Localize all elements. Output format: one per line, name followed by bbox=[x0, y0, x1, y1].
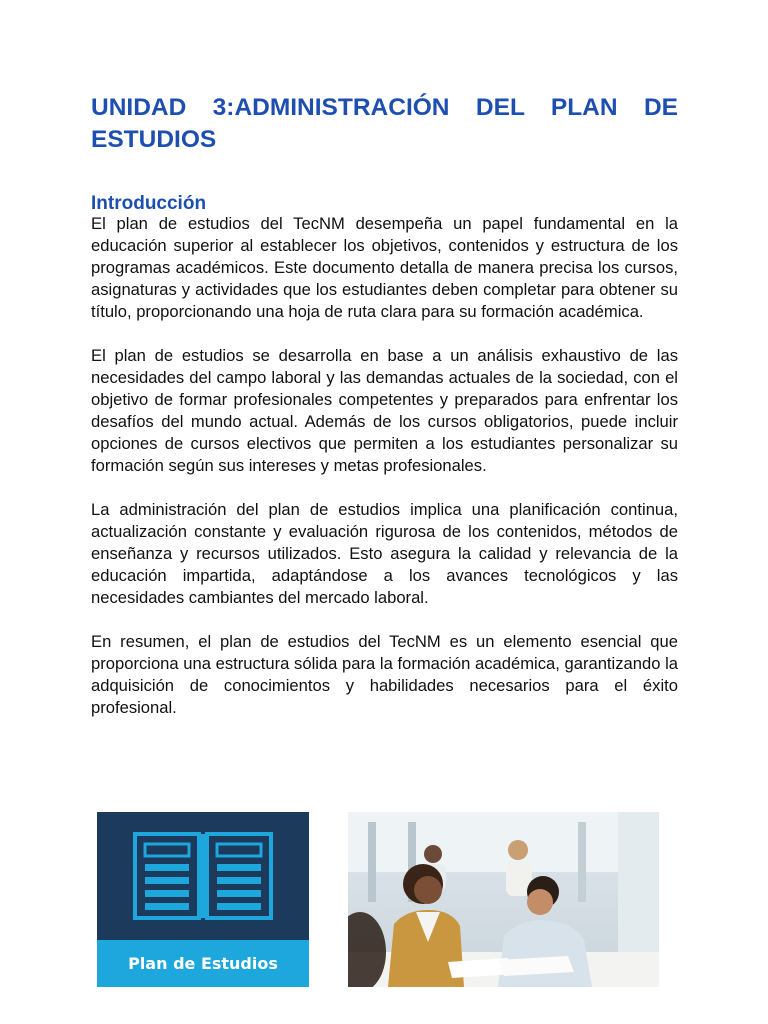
students-photo-illustration bbox=[348, 812, 659, 987]
paragraph: El plan de estudios se desarrolla en base a un análisis exhaustivo de las necesidades del campo laboral y las demandas actuales de la sociedad, con el objetivo de formar profesionales competentes y preparados para enfrentar los desafíos del mundo actual. Además de los cursos obligatorios, puede incluir opciones de cursos electivos que permiten a los estudiantes personalizar su formación según sus intereses y metas profesionales. bbox=[91, 346, 678, 475]
plan-card-label: Plan de Estudios bbox=[128, 954, 278, 973]
paragraph: En resumen, el plan de estudios del TecNM es un elemento esencial que proporciona una estructura sólida para la formación académica, garantizando la adquisición de conocimientos y habilidades necesarios para el éxito profesional. bbox=[91, 632, 678, 717]
paragraph: La administración del plan de estudios implica una planificación continua, actualización constante y evaluación rigurosa de los contenidos, métodos de enseñanza y recursos utilizados. Esto asegura la calidad y relevancia de la educación impartida, adaptándose a los avances tecnológicos y las necesidades cambiantes del mercado laboral. bbox=[91, 500, 678, 607]
paragraph: El plan de estudios del TecNM desempeña un papel fundamental en la educación superior al establecer los objetivos, contenidos y estructura de los programas académicos. Este documento detalla de manera precisa los cursos, asignaturas y actividades que los estudiantes deben completar para obtener su título, proporcionando una hoja de ruta clara para su formación académica. bbox=[91, 214, 678, 321]
page-title: UNIDAD 3:ADMINISTRACIÓN DEL PLAN DE ESTUDIOS bbox=[91, 94, 678, 153]
open-book-icon bbox=[133, 832, 273, 924]
plan-card-band bbox=[97, 940, 309, 987]
images-row bbox=[97, 812, 659, 987]
introduction-body bbox=[91, 213, 678, 741]
section-heading-introduccion: Introducción bbox=[91, 193, 207, 214]
plan-de-estudios-card bbox=[97, 812, 309, 987]
students-studying-photo bbox=[348, 812, 659, 987]
